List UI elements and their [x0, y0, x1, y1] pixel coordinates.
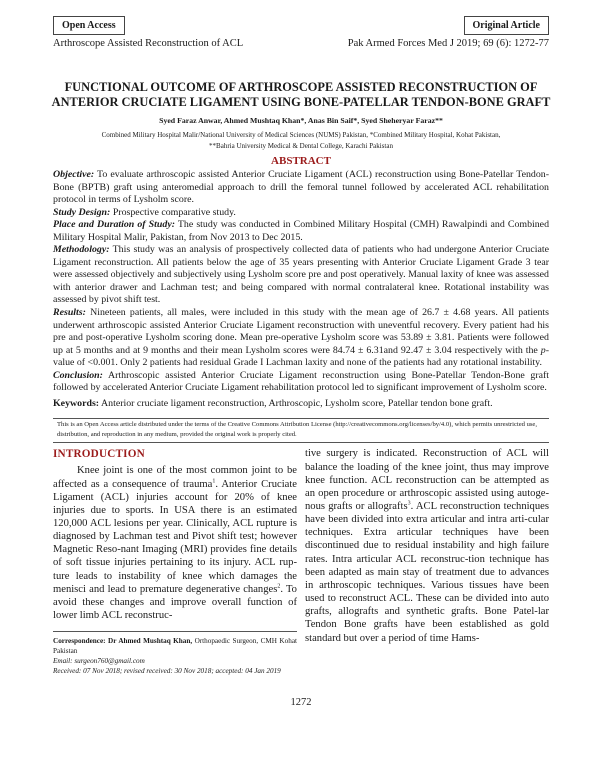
- authors: Syed Faraz Anwar, Ahmed Mushtaq Khan*, Anas Bin Saif*, Syed Sheheryar Faraz**: [159, 116, 443, 125]
- citation-ref[interactable]: 1: [212, 478, 216, 485]
- intro-paragraph: [305, 447, 549, 644]
- text-run: Knee joint is one of the most common joint to be affected as a consequence of trauma: [53, 465, 297, 490]
- abstract-conclusion: [53, 370, 549, 395]
- section-label: Objective:: [53, 169, 95, 180]
- journal-citation: Pak Armed Forces Med J 2019; 69 (6): 1272-77: [347, 38, 549, 49]
- correspondence-label: Correspondence: Dr Ahmed Mushtaq Khan,: [53, 637, 193, 646]
- section-label: Conclusion:: [53, 369, 103, 381]
- abstract-body: [53, 169, 549, 410]
- section-label: Place and Duration of Study:: [53, 219, 176, 231]
- keywords: [53, 398, 549, 411]
- page-number: 1272: [290, 697, 312, 709]
- citation-ref[interactable]: 2: [277, 583, 281, 590]
- correspondence: [53, 637, 297, 657]
- abstract-results: [53, 307, 549, 370]
- affiliation-line: **Bahria University Medical & Dental College, Karachi Pakistan: [209, 142, 393, 150]
- left-column: [53, 447, 297, 676]
- running-title: Arthroscope Assisted Reconstruction of ACL: [53, 38, 244, 49]
- section-text: To evaluate arthroscopic assisted Anterior Cruciate Ligament (ACL) reconstruction using Bone-Patellar Tendon-Bone (BPTB) graft using anteromedial approach to drill the femoral tunnel followed by accelerated ACL rehabilitation protocol in terms of Lysholm score.: [53, 169, 549, 206]
- body-columns: [53, 447, 549, 676]
- text-run: tive surgery is indicated. Reconstruction of ACL will balance the loading of the knee joint, thus may improve knee function. ACL reconstruction can be attempted as an open procedure or arthroscopic assisted using autoge-nous grafts or allografts: [305, 448, 549, 513]
- section-text: -value of <0.001. Only 2 patients had residual Grade I Lachman laxity and none of the patients had any rotational instability.: [53, 344, 549, 369]
- abstract-heading: ABSTRACT: [271, 155, 331, 167]
- section-text: Nineteen patients, all males, were included in this study with the mean age of 26.7 ± 4.68 years. All patients underwent arthroscopic assisted Anterior Cruciate Ligament reconstruction with uneventful recovery. Every patient had his pre and post-operative Lysholm scoring done. Mean pre-operative Lysholm score was 53.89 ± 3.81. Patients were followed up at 5 months and at 9 months and their mean Lysholm scores were 84.74 ± 6.31and 92.47 ± 3.04 respectively with the: [53, 307, 549, 356]
- section-text: Arthroscopic assisted Anterior Cruciate Ligament reconstruction using Bone-Patellar Tendon-Bone graft followed by accelerated Anterior Cruciate Ligament rehabilitation protocol led to significant improvement of Lysholm score.: [53, 369, 549, 394]
- header-labels: [53, 16, 549, 35]
- section-text: The study was conducted in Combined Military Hospital (CMH) Rawalpindi and Combined Military Hospital Malir, Pakistan, from Nov 2013 to Dec 2015.: [53, 219, 550, 243]
- title-line: FUNCTIONAL OUTCOME OF ARTHROSCOPE ASSISTED RECONSTRUCTION OF: [64, 80, 538, 94]
- running-header: [53, 37, 549, 50]
- text-run: . ACL reconstruction techniques have been divided into extra articular and intra arti-cular techniques. Extra articular techniques have been discontinued due to residual instability and high failure rates. Intra articular ACL reconstruc-tion technique has been adapted as main stay of treatment due to advances in arthroscopic techniques. Various tissues have been used to reconstruct ACL. These can be divided into auto grafts, allografts and synthetic grafts. Bone Patel-lar Tendon Bone grafts have been established as gold standard but over a period of time Hams-: [305, 501, 549, 644]
- abstract-objective: [53, 169, 549, 207]
- correspondence-text: Orthopaedic Surgeon, CMH Kohat Pakistan: [53, 637, 298, 656]
- text-run: . To avoid these changes and improve overall function of lower limb ACL reconstruc-: [53, 583, 297, 622]
- article-type-label: Original Article: [464, 16, 550, 35]
- correspondence-email[interactable]: Email: surgeon760@gmail.com: [53, 656, 145, 665]
- p-value-symbol: p: [540, 344, 546, 356]
- abstract-place-duration: [53, 219, 549, 244]
- article-title: [20, 80, 582, 110]
- affiliations: [43, 130, 559, 152]
- citation-ref[interactable]: 3: [407, 500, 411, 507]
- right-column-text: [305, 447, 549, 644]
- right-column: [305, 447, 549, 676]
- intro-paragraph: [53, 464, 297, 622]
- abstract-study-design: [53, 207, 549, 220]
- left-column-text: [53, 464, 297, 622]
- text-run: . Anterior Cruciate Ligament (ACL) injuries account for 20% of knee injuries due to sports. In USA there is an estimated 120,000 ACL lesions per year. Clinically, ACL rupture is diagnosed by Lachman test and Pivot shift test; however Magnetic Reso-nant Imaging (MRI) provides fine details of soft tissue injuries pertaining to its injury. ACL rup-ture leads to instability of knee which damages the menisci and lead to premature degenerative changes: [53, 478, 297, 595]
- license-notice: This is an Open Access article distributed under the terms of the Creative Commons Attribution License (http://creativecommons.org/licenses/by/4.0), which permits unrestricted use, distribution, and reproduction in any medium, provided the original work is properly cited.: [53, 418, 549, 443]
- affiliation-line: Combined Military Hospital Malir/National University of Medical Sciences (NUMS) Pakistan, *Combined Military Hospital, Kohat Pakistan,: [101, 131, 501, 139]
- title-line: ANTERIOR CRUCIATE LIGAMENT USING BONE-PATELLAR TENDON-BONE GRAFT: [51, 95, 551, 109]
- section-text: This study was an analysis of prospectively collected data of patients who had undergone Anterior Cruciate Ligament reconstruction. All patients below the age of 35 years presenting with Anterior Cruciate Ligament Grade 3 tear were assessed objectively and subjectively using Lysholm score pre and post operatively. Manual laxity of knee was assessed with anterior drawer and Lachman test; and being compared with normal contralateral knee. Rotational instability was assessed by pivot shift test.: [53, 244, 549, 306]
- keywords-label: Keywords:: [53, 397, 100, 409]
- introduction-heading: INTRODUCTION: [53, 448, 145, 461]
- correspondence-block: [53, 631, 297, 676]
- section-label: Methodology:: [53, 244, 110, 256]
- abstract-methodology: [53, 244, 549, 307]
- section-label: Results:: [53, 307, 86, 319]
- keywords-text: Anterior cruciate ligament reconstruction, Arthroscopic, Lysholm score, Patellar tendon bone graft.: [99, 397, 493, 409]
- article-dates: Received: 07 Nov 2018; revised received: 30 Nov 2018; accepted: 04 Jan 2019: [53, 666, 281, 675]
- section-label: Study Design:: [53, 206, 111, 218]
- section-text: Prospective comparative study.: [110, 206, 236, 218]
- open-access-label: Open Access: [53, 16, 125, 35]
